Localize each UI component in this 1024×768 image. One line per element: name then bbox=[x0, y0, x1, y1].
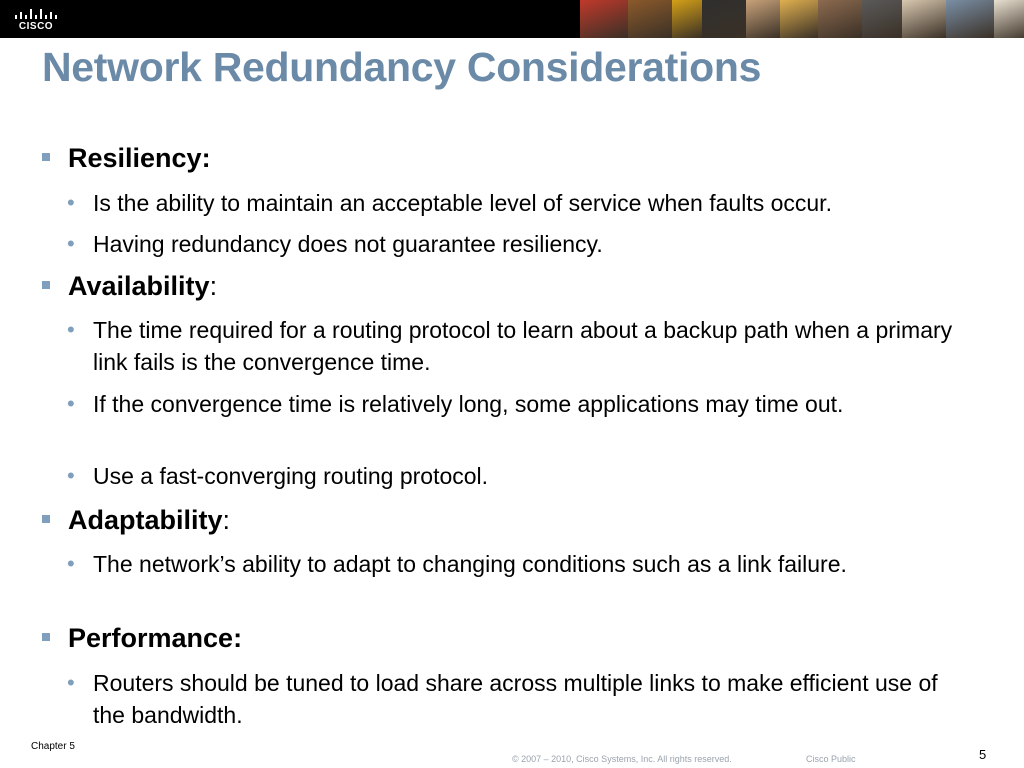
dot-bullet-icon: • bbox=[67, 391, 75, 416]
heading-suffix: : bbox=[222, 505, 231, 535]
square-bullet-icon bbox=[42, 153, 50, 161]
dot-bullet-icon: • bbox=[67, 317, 75, 342]
dot-bullet-icon: • bbox=[67, 231, 75, 256]
bullet-text: Routers should be tuned to load share across multiple links to make efficient use of the bandwidth. bbox=[93, 670, 938, 728]
bullet-text: Having redundancy does not guarantee resiliency. bbox=[93, 231, 603, 257]
bullet-text: Use a fast-converging routing protocol. bbox=[93, 463, 489, 489]
dot-bullet-icon: • bbox=[67, 670, 75, 695]
bullet-item bbox=[67, 314, 967, 378]
dot-bullet-icon: • bbox=[67, 190, 75, 215]
square-bullet-icon bbox=[42, 515, 50, 523]
square-bullet-icon bbox=[42, 281, 50, 289]
chapter-label: Chapter 5 bbox=[31, 741, 75, 752]
page-title: Network Redundancy Considerations bbox=[42, 44, 762, 90]
heading-label: Availability bbox=[68, 271, 210, 301]
bullet-item bbox=[67, 460, 967, 492]
heading-suffix: : bbox=[209, 271, 218, 301]
heading-label: Performance: bbox=[68, 623, 243, 653]
page-number: 5 bbox=[979, 747, 987, 762]
classification-label: Cisco Public bbox=[806, 754, 856, 764]
heading-label: Resiliency: bbox=[68, 143, 211, 173]
bullet-item bbox=[67, 548, 967, 580]
copyright-notice: © 2007 – 2010, Cisco Systems, Inc. All rights reserved. bbox=[512, 754, 732, 764]
bullet-item bbox=[67, 187, 967, 219]
logo-wordmark: CISCO bbox=[18, 21, 54, 32]
bullet-item bbox=[67, 667, 967, 731]
square-bullet-icon bbox=[42, 633, 50, 641]
dot-bullet-icon: • bbox=[67, 551, 75, 576]
bullet-text: The network’s ability to adapt to changing conditions such as a link failure. bbox=[93, 551, 847, 577]
bullet-item bbox=[67, 388, 967, 420]
bullet-item bbox=[67, 228, 967, 260]
heading-label: Adaptability bbox=[68, 505, 223, 535]
bullet-text: The time required for a routing protocol to learn about a backup path when a primary link fails is the convergence time. bbox=[93, 317, 953, 375]
bullet-text: Is the ability to maintain an acceptable level of service when faults occur. bbox=[93, 190, 832, 216]
dot-bullet-icon: • bbox=[67, 463, 75, 488]
bullet-text: If the convergence time is relatively long, some applications may time out. bbox=[93, 391, 844, 417]
